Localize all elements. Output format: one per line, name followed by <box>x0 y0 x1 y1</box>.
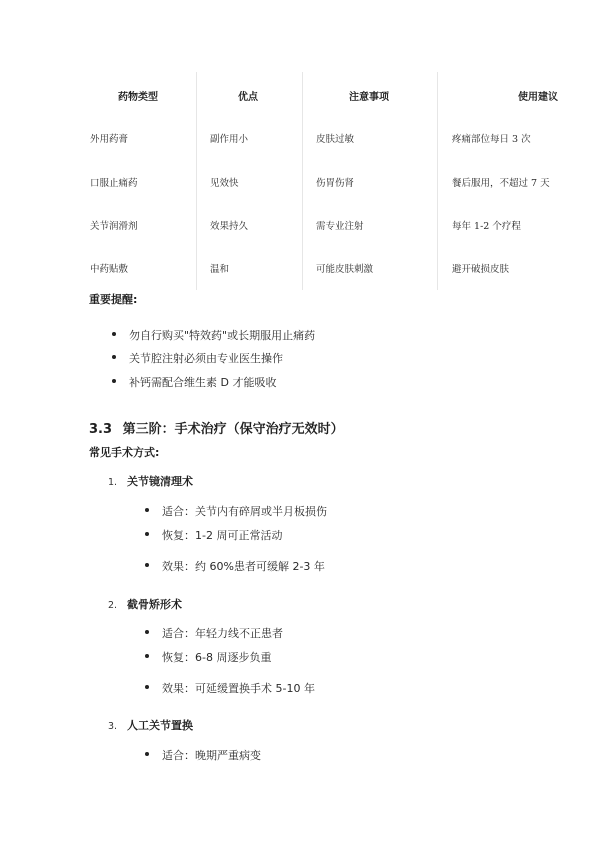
surgery-title: 截骨矫形术 <box>127 598 182 611</box>
table-cell: 疼痛部位每日 3 次 <box>452 134 531 145</box>
bullet-icon <box>112 332 116 336</box>
section-heading <box>89 418 344 437</box>
table-header-pros: 优点 <box>238 92 258 103</box>
table-cell: 外用药膏 <box>90 134 129 145</box>
table-cell: 皮肤过敏 <box>316 134 355 145</box>
column-divider <box>437 72 438 290</box>
bullet-icon <box>112 379 116 383</box>
table-cell: 效果持久 <box>210 221 249 232</box>
table-cell: 见效快 <box>210 178 239 189</box>
table-header-type: 药物类型 <box>118 92 158 103</box>
list-item-text: 补钙需配合维生素 D 才能吸收 <box>129 376 277 389</box>
list-item-text: 适合：年轻力线不正患者 <box>162 627 283 640</box>
list-item-text: 效果：约 60%患者可缓解 2-3 年 <box>162 560 325 573</box>
bullet-icon <box>145 508 149 512</box>
table-cell: 伤胃伤肾 <box>316 178 355 189</box>
table-cell: 温和 <box>210 264 230 275</box>
table-cell: 可能皮肤刺激 <box>316 264 374 275</box>
bullet-icon <box>145 685 149 689</box>
table-cell: 口服止痛药 <box>90 178 138 189</box>
bullet-icon <box>145 563 149 567</box>
list-item-text: 适合：关节内有碎屑或半月板损伤 <box>162 505 327 518</box>
table-cell: 每年 1-2 个疗程 <box>452 221 521 232</box>
surgery-title: 人工关节置换 <box>127 719 193 732</box>
surgery-intro: 常见手术方式: <box>89 446 160 459</box>
list-number: 2. <box>108 600 118 611</box>
bullet-icon <box>112 355 116 359</box>
section-title: 第三阶：手术治疗（保守治疗无效时） <box>122 422 344 437</box>
surgery-title: 关节镜清理术 <box>127 475 193 488</box>
list-item-text: 恢复：6-8 周逐步负重 <box>162 651 272 664</box>
column-divider <box>196 72 197 290</box>
list-item-text: 适合：晚期严重病变 <box>162 749 261 762</box>
list-item-text: 恢复：1-2 周可正常活动 <box>162 529 283 542</box>
section-number: 3.3 <box>89 422 113 437</box>
table-cell: 关节润滑剂 <box>90 221 138 232</box>
bullet-icon <box>145 532 149 536</box>
bullet-icon <box>145 654 149 658</box>
table-cell: 需专业注射 <box>316 221 364 232</box>
table-cell: 中药贴敷 <box>90 264 129 275</box>
list-item-text: 关节腔注射必须由专业医生操作 <box>129 352 283 365</box>
table-cell: 餐后服用，不超过 7 天 <box>452 178 550 189</box>
list-number: 3. <box>108 721 118 732</box>
table-cell: 避开破损皮肤 <box>452 264 510 275</box>
reminder-title: 重要提醒: <box>89 293 138 306</box>
bullet-icon <box>145 752 149 756</box>
table-cell: 副作用小 <box>210 134 249 145</box>
column-divider <box>302 72 303 290</box>
list-item-text: 勿自行购买"特效药"或长期服用止痛药 <box>129 329 316 342</box>
table-header-advice: 使用建议 <box>518 92 558 103</box>
list-item-text: 效果：可延缓置换手术 5-10 年 <box>162 682 315 695</box>
list-number: 1. <box>108 477 118 488</box>
table-header-cautions: 注意事项 <box>349 92 389 103</box>
bullet-icon <box>145 630 149 634</box>
